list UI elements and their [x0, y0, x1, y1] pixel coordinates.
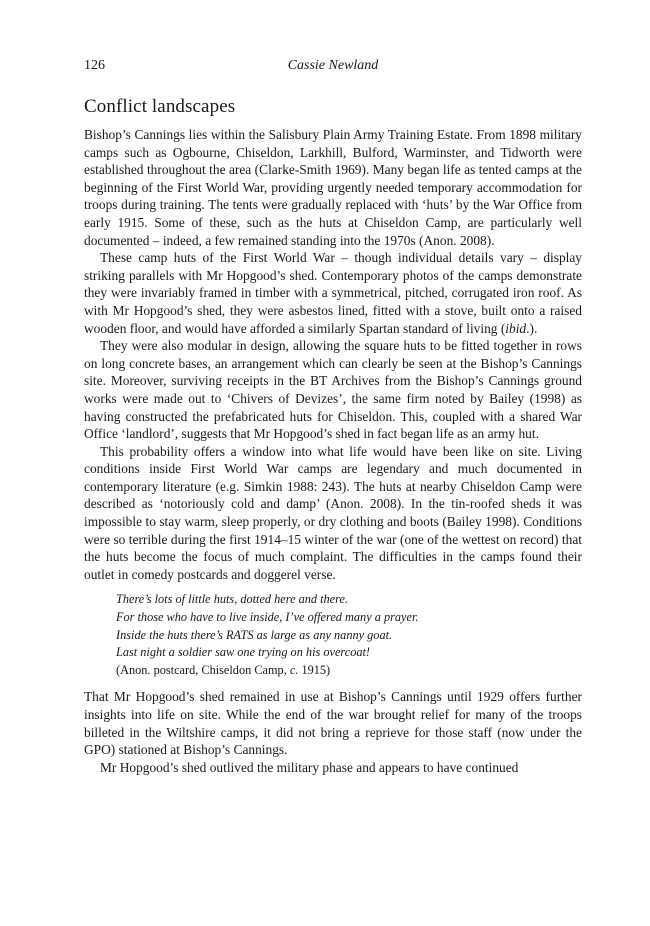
paragraph-3: They were also modular in design, allowing the square huts to be fitted together in rows on long concrete bases, an arrangement which can clearly be seen at the Bishop’s Cannings site. Moreover, surviving receipts in the BT Archives from the Bishop’s Cannings ground works were made out to ‘Chivers of Devizes’, the same firm noted by Bailey (1998) as having constructed the prefabricated huts for Chiseldon. This, coupled with a shared War Office ‘landlord’, suggests that Mr Hopgood’s shed in fact began life as an army hut. [84, 338, 582, 442]
verse-source-text: (Anon. postcard, Chiseldon Camp, [116, 662, 290, 677]
verse-line: Inside the huts there’s RATS as large as any nanny goat. [116, 627, 393, 642]
ibid-citation: ibid [505, 320, 527, 336]
verse-line: There’s lots of little huts, dotted here and there. [116, 592, 349, 607]
verse-line: For those who have to live inside, I’ve offered many a prayer. [116, 610, 419, 625]
paragraph-4: This probability offers a window into what life would have been like on site. Living conditions inside First World War camps are legendary and much documented in contemporary literature (e.g. Simkin 1988: 243). The huts at nearby Chiseldon Camp were described as ‘notoriously cold and damp’ (Anon. 2008). In the tin-roofed sheds it was impossible to stay warm, sleep properly, or dry clothing and boots (Bailey 1998). Conditions were so terrible during the first 1914–15 winter of the war (one of the wettest on record) that the huts become the focus of much complaint. The difficulties in the camps found their outlet in comedy postcards and doggerel verse. [84, 443, 582, 582]
paragraph-2-text: These camp huts of the First World War – though individual details vary – display striking parallels with Mr Hopgood’s shed. Contemporary photos of the camps demonstrate they were invariably framed in timber with a symmetrical, pitched, corrugated iron roof. As with Mr Hopgood’s shed, they were asbestos lined, fitted with a stove, built onto a raised wooden floor, and would have afforded a similarly Spartan standard of living ( [84, 250, 582, 336]
paragraph-1: Bishop’s Cannings lies within the Salisbury Plain Army Training Estate. From 1898 military camps such as Ogbourne, Chiseldon, Larkhill, Bulford, Warminster, and Tidworth were established throughout the area (Clarke-Smith 1969). Many began life as tented camps at the beginning of the First World War, providing urgently needed temporary accommodation for troops during training. The tents were gradually replaced with ‘huts’ by the War Office from early 1915. Some of these, such as the huts at Chiseldon Camp, are particularly well documented – indeed, a few remained standing into the 1970s (Anon. 2008). [84, 127, 582, 248]
verse-source-citation [116, 662, 582, 680]
page-number: 126 [84, 58, 105, 73]
paragraph-5: That Mr Hopgood’s shed remained in use at Bishop’s Cannings until 1929 offers further insights into life on site. While the end of the war brought relief for many of the troops billeted in the Wiltshire camps, it did not bring a reprieve for those staff (now under the GPO) stationed at Bishop’s Cannings. [84, 689, 582, 758]
paragraph-2-end: .). [526, 320, 538, 336]
running-head: Cassie Newland [287, 58, 379, 73]
verse-source-circa: c. [289, 662, 299, 677]
paragraph-2 [84, 249, 582, 337]
verse-line: Last night a soldier saw one trying on his overcoat! [116, 645, 371, 660]
verse-block-quote [116, 591, 582, 679]
section-heading: Conflict landscapes [84, 96, 236, 117]
verse-source-year: 1915) [298, 662, 331, 677]
paragraph-6: Mr Hopgood’s shed outlived the military phase and appears to have continued [100, 759, 519, 775]
book-page [84, 58, 582, 776]
page-header [84, 58, 582, 80]
